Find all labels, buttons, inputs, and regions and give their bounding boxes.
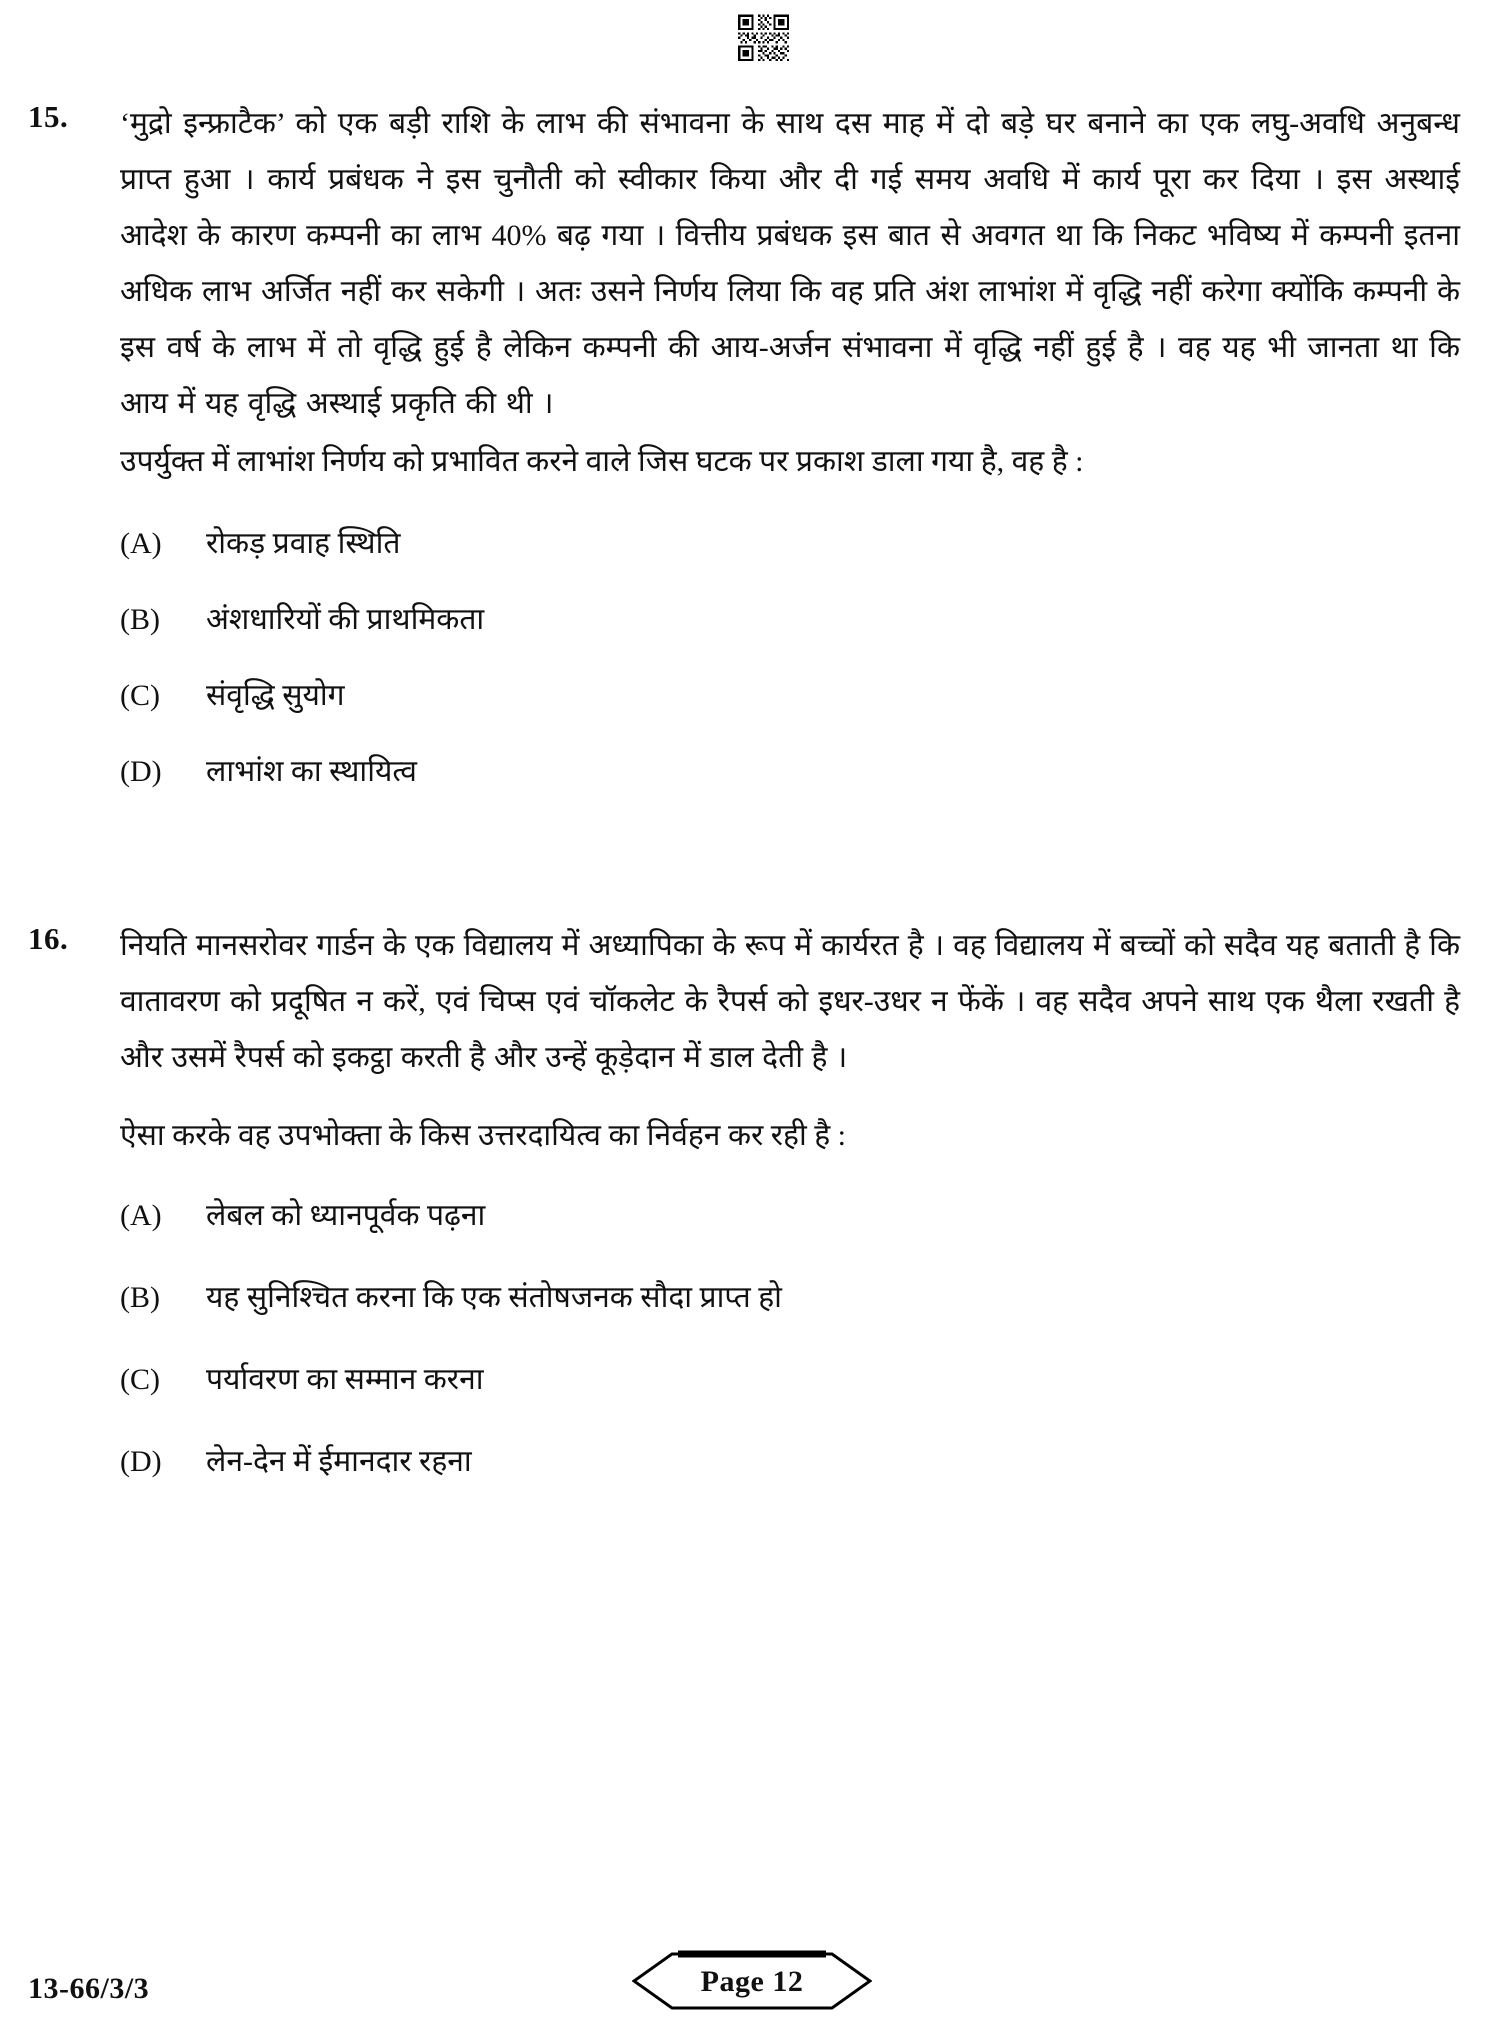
option-a[interactable]	[120, 1194, 1460, 1238]
option-key: (D)	[120, 1445, 162, 1478]
option-key: (B)	[120, 603, 160, 636]
option-label: लाभांश का स्थायित्व	[206, 755, 417, 788]
page-number-badge	[632, 1950, 872, 2012]
question-passage: नियति मानसरोवर गार्डन के एक विद्यालय में अध्यापिका के रूप में कार्यरत है । वह विद्यालय में बच्चों को सदैव यह बताती है कि वातावरण को प्रदूषित न करें, एवं चिप्स एवं चॉकलेट के रैपर्स को इधर-उधर न फेंकें । वह सदैव अपने साथ एक थैला रखती है और उसमें रैपर्स को इकट्ठा करती है और उन्हें कूड़ेदान में डाल देती है ।	[120, 929, 1460, 1074]
question-number: 15.	[28, 99, 69, 134]
option-label: लेबल को ध्यानपूर्वक पढ़ना	[206, 1199, 486, 1232]
option-key: (D)	[120, 755, 162, 788]
option-key: (C)	[120, 679, 160, 712]
question-number: 16.	[28, 921, 69, 956]
option-d[interactable]	[120, 1440, 1460, 1484]
option-c[interactable]	[120, 674, 1460, 718]
option-key: (B)	[120, 1281, 160, 1314]
option-key: (A)	[120, 527, 162, 560]
option-list	[120, 1194, 1460, 1484]
question-body	[120, 96, 1460, 826]
paper-code: 13-66/3/3	[28, 1972, 150, 2005]
question-body	[120, 918, 1460, 1522]
page-footer	[0, 1942, 1505, 2012]
question-prompt: ऐसा करके वह उपभोक्ता के किस उत्तरदायित्व का निर्वहन कर रही है :	[120, 1119, 846, 1152]
option-label: पर्यावरण का सम्मान करना	[206, 1363, 484, 1396]
option-label: अंशधारियों की प्राथमिकता	[206, 603, 485, 636]
qr-code-icon	[736, 8, 800, 72]
option-a[interactable]	[120, 522, 1460, 566]
option-d[interactable]	[120, 750, 1460, 794]
option-label: संवृद्धि सुयोग	[206, 679, 345, 712]
question-passage: ‘मुद्रो इन्फ्राटैक’ को एक बड़ी राशि के लाभ की संभावना के साथ दस माह में दो बड़े घर बनाने का एक लघु-अवधि अनुबन्ध प्राप्त हुआ । कार्य प्रबंधक ने इस चुनौती को स्वीकार किया और दी गई समय अवधि में कार्य पूरा कर दिया । इस अस्थाई आदेश के कारण कम्पनी का लाभ 40% बढ़ गया । वित्तीय प्रबंधक इस बात से अवगत था कि निकट भविष्य में कम्पनी इतना अधिक लाभ अर्जित नहीं कर सकेगी । अतः उसने निर्णय लिया कि वह प्रति अंश लाभांश में वृद्धि नहीं करेगा क्योंकि कम्पनी के इस वर्ष के लाभ में तो वृद्धि हुई है लेकिन कम्पनी की आय-अर्जन संभावना में वृद्धि नहीं हुई है । वह यह भी जानता था कि आय में यह वृद्धि अस्थाई प्रकृति की थी ।	[120, 107, 1460, 420]
option-key: (A)	[120, 1199, 162, 1232]
question-16	[0, 918, 1505, 1522]
option-label: रोकड़ प्रवाह स्थिति	[206, 527, 401, 560]
page-number-label: Page 12	[700, 1965, 804, 1998]
option-b[interactable]	[120, 1276, 1460, 1320]
question-list	[0, 96, 1505, 1522]
option-c[interactable]	[120, 1358, 1460, 1402]
question-15	[0, 96, 1505, 826]
question-prompt: उपर्युक्त में लाभांश निर्णय को प्रभावित करने वाले जिस घटक पर प्रकाश डाला गया है, वह है :	[120, 445, 1084, 478]
option-label: यह सुनिश्चित करना कि एक संतोषजनक सौदा प्राप्त हो	[206, 1281, 782, 1314]
option-key: (C)	[120, 1363, 160, 1396]
option-list	[120, 522, 1460, 794]
option-label: लेन-देन में ईमानदार रहना	[206, 1445, 472, 1478]
option-b[interactable]	[120, 598, 1460, 642]
